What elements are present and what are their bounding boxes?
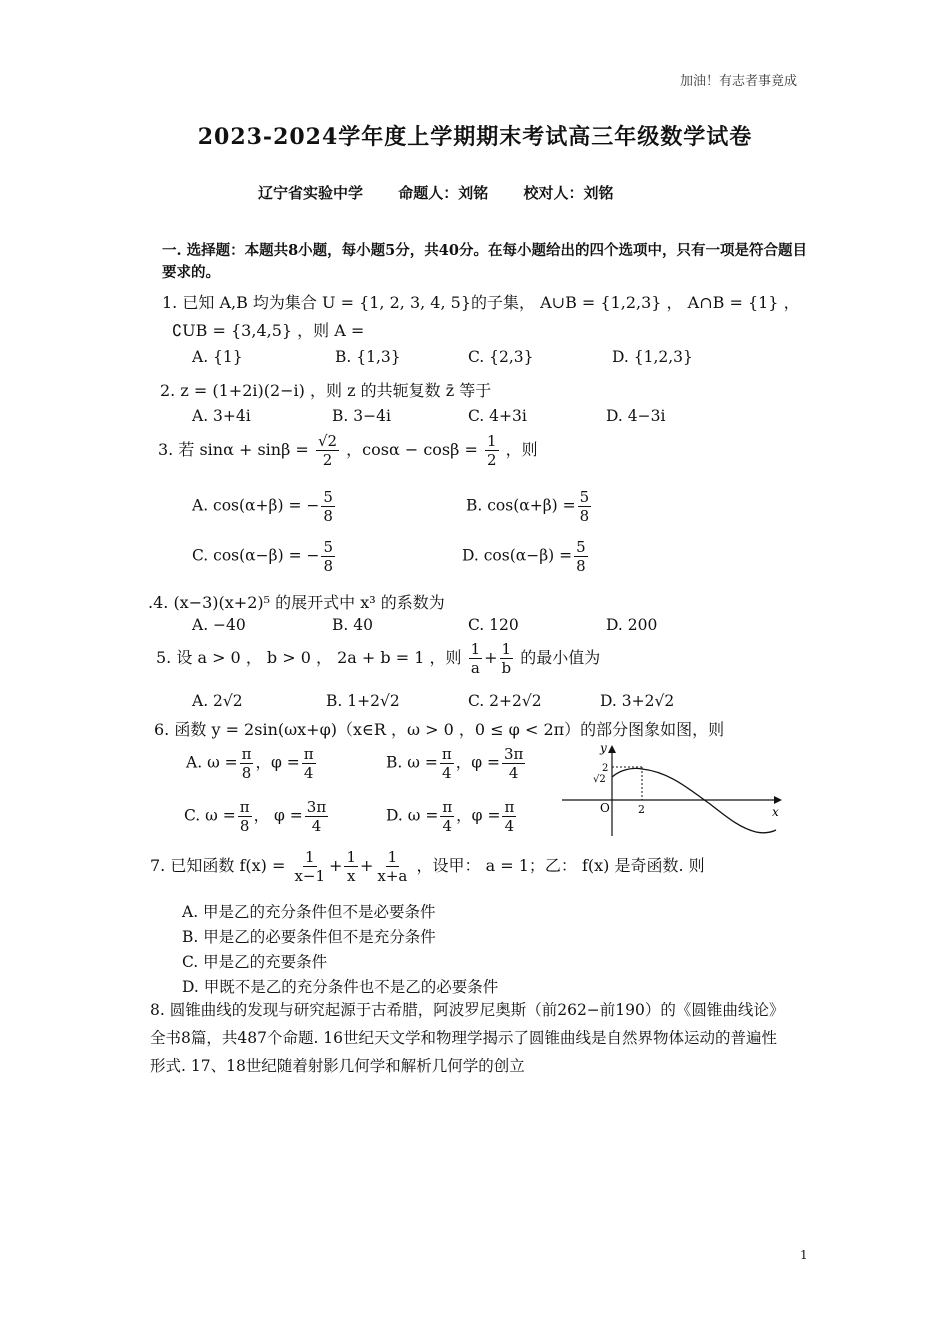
q6-option-a: A. ω = $\frac{\pi}{8}$ ，φ = $\frac{\pi}{4}$ [186, 745, 314, 782]
q1-stem-line1: 1. 已知 A,B 均为集合 U = {1, 2, 3, 4, 5}的子集， A∪B = {1,2,3} ， A∩B = {1} ， [162, 293, 800, 312]
q7-option-a: A. 甲是乙的充分条件但不是必要条件 [182, 903, 436, 921]
q2-stem: 2. z = (1+2i)(2−i) ，则 z 的共轭复数 z̄ 等于 [160, 381, 492, 400]
exam-subtitle [258, 182, 644, 203]
q3-option-d: D. cos(α−β) = $\frac{5}{8}$ [462, 538, 586, 575]
q5-option-a: A. 2√2 [192, 692, 243, 710]
q5-option-c: C. 2+2√2 [468, 692, 542, 710]
q1-option-b: B. {1,3} [335, 348, 401, 366]
x-axis-arrow-icon [774, 796, 782, 804]
q6-option-d: D. ω = $\frac{\pi}{4}$ ，φ = $\frac{\pi}{4}$ [386, 798, 515, 835]
q4-option-b: B. 40 [332, 616, 373, 634]
q6-sine-graph [560, 740, 790, 840]
graph-tick-y-2: 2 [602, 763, 609, 774]
q3-fraction-1: $\frac{√2}{2}$ [317, 432, 338, 469]
graph-y-label: y [600, 741, 607, 755]
graph-origin-label: O [600, 801, 610, 815]
q2-option-c: C. 4+3i [468, 407, 527, 425]
graph-tick-y-sqrt2: √2 [593, 774, 606, 785]
q2-option-b: B. 3−4i [332, 407, 391, 425]
q5-option-d: D. 3+2√2 [600, 692, 675, 710]
q4-option-d: D. 200 [606, 616, 658, 634]
q5-stem: 5. 设 a > 0 ， b > 0 ， 2a + b = 1 ，则 $\frac{1}{a}$ + $\frac{1}{b}$ 的最小值为 [156, 640, 601, 677]
q2-option-a: A. 3+4i [192, 407, 251, 425]
q1-option-a: A. {1} [192, 348, 243, 366]
q1-option-c: C. {2,3} [468, 348, 534, 366]
q3-option-c: C. cos(α−β) = − $\frac{5}{8}$ [192, 538, 334, 575]
q1-option-d: D. {1,2,3} [612, 348, 693, 366]
q5-option-b: B. 1+2√2 [326, 692, 400, 710]
q7-option-c: C. 甲是乙的充要条件 [182, 953, 328, 971]
q4-stem: .4. (x−3)(x+2)⁵ 的展开式中 x³ 的系数为 [148, 593, 445, 612]
sine-curve [612, 768, 776, 832]
section-heading: 一. 选择题：本题共8小题，每小题5分，共40分。在每小题给出的四个选项中，只有一项是符合题目要求的。 [162, 242, 807, 281]
header-motto: 加油！有志者事竟成 [680, 74, 798, 89]
q7-option-d: D. 甲既不是乙的充分条件也不是乙的必要条件 [182, 978, 499, 996]
q7-stem: 7. 已知函数 f(x) = $\frac{1}{x-1}$ + $\frac{1}{x}$ + $\frac{1}{x+a}$ ，设甲： a = 1；乙： f(x) 是奇函数. 则 [150, 848, 705, 885]
q2-option-d: D. 4−3i [606, 407, 666, 425]
exam-title: 2023-2024学年度上学期期末考试高三年级数学试卷 [197, 124, 753, 150]
q5-fraction-a: $\frac{1}{a}$ [470, 640, 481, 677]
q8-stem: 8. 圆锥曲线的发现与研究起源于古希腊，阿波罗尼奥斯（前262−前190）的《圆锥曲线论》全书8篇，共487个命题. 16世纪天文学和物理学揭示了圆锥曲线是自然界物体运动的普遍性形式. 17、18世纪随着射影几何学和解析几何学的创立 [150, 1001, 785, 1075]
proof-checker: 校对人：刘铭 [523, 184, 614, 202]
school-name: 辽宁省实验中学 [258, 184, 364, 202]
q3-stem: 3. 若 sinα + sinβ = $\frac{√2}{2}$ ，cosα − cosβ = $\frac{1}{2}$ ，则 [158, 432, 538, 469]
graph-tick-x-2: 2 [638, 803, 645, 816]
y-axis-arrow-icon [608, 745, 616, 753]
q4-option-c: C. 120 [468, 616, 519, 634]
q3-option-a: A. cos(α+β) = − $\frac{5}{8}$ [192, 488, 333, 525]
graph-x-label: x [772, 805, 779, 819]
q1-stem-line2: ∁UB = {3,4,5} ，则 A = [172, 321, 365, 340]
q5-fraction-b: $\frac{1}{b}$ [501, 640, 512, 677]
q4-option-a: A. −40 [192, 616, 246, 634]
q6-stem: 6. 函数 y = 2sin(ωx+φ)（x∈R ，ω > 0 ，0 ≤ φ < 2π）的部分图象如图，则 [154, 720, 725, 739]
q3-fraction-2: $\frac{1}{2}$ [486, 432, 497, 469]
question-setter: 命题人：刘铭 [398, 184, 489, 202]
q7-option-b: B. 甲是乙的必要条件但不是充分条件 [182, 928, 436, 946]
q6-option-b: B. ω = $\frac{\pi}{4}$ ，φ = $\frac{3\pi}{4}$ [386, 745, 524, 782]
q6-option-c: C. ω = $\frac{\pi}{8}$ ， φ = $\frac{3\pi}{4}$ [184, 798, 327, 835]
page-number: 1 [800, 1248, 808, 1262]
q3-option-b: B. cos(α+β) = $\frac{5}{8}$ [466, 488, 590, 525]
